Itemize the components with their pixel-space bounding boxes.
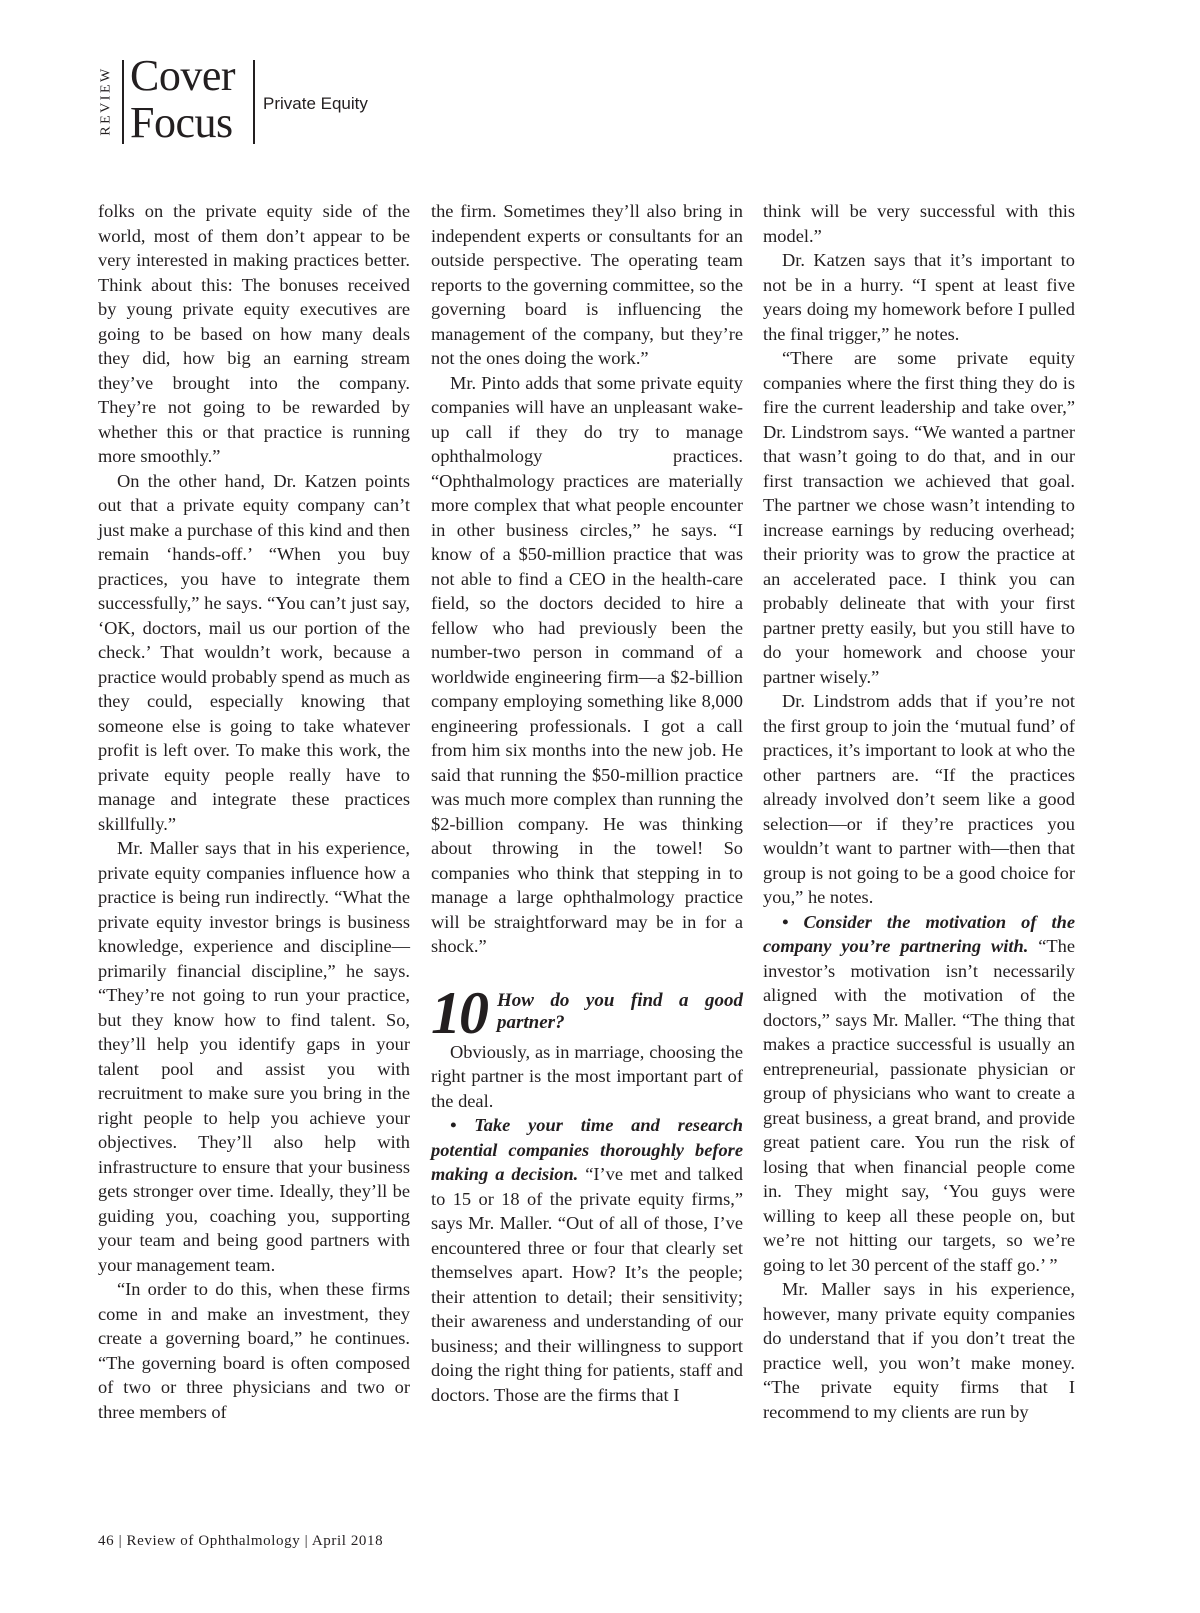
paragraph: think will be very successful with this model.” bbox=[763, 201, 1075, 246]
paragraph: Dr. Katzen says that it’s important to not be in a hurry. “I spent at least five years doing my homework before I pulled the final trigger,” he notes. bbox=[763, 250, 1075, 344]
page-footer bbox=[98, 1533, 383, 1550]
footer-separator: | bbox=[118, 1533, 123, 1549]
publication-name: Review of Ophthalmology bbox=[126, 1533, 301, 1549]
bullet-text: “I’ve met and talked to 15 or 18 of the private equity firms,” says Mr. Maller. “Out of all of those, I’ve encountered three or four that clearly set themselves apart. How? It’s the people; their attention to detail; their sensitivity; their awareness and understanding of our business; and their willingness to support doing the right thing for patients, staff and doctors. Those are the firms that I bbox=[431, 1164, 743, 1405]
bullet-heading: • Take your time and research potential companies thoroughly before making a decision. bbox=[431, 1115, 743, 1184]
issue-date: April 2018 bbox=[311, 1533, 384, 1549]
paragraph: Dr. Lindstrom adds that if you’re not the first group to join the ‘mutual fund’ of practices, it’s important to look at who the other partners are. “If the practices already involved don’t seem like a good selection—or if they’re practices you wouldn’t want to partner with—then that group is not going to be a good choice for you,” he notes. bbox=[763, 691, 1075, 907]
review-vertical-label bbox=[98, 58, 116, 144]
bullet-paragraph bbox=[763, 910, 1075, 1278]
question-number: 10 bbox=[431, 979, 487, 1046]
article-column-3 bbox=[763, 199, 1075, 1489]
bullet-text: “The investor’s motivation isn’t necessarily aligned with the motivation of the doctors,” says Mr. Maller. “The thing that makes a practice successful is usually an entrepreneurial, passionate physician or group of physicians who want to create a great business, a great brand, and provide great patient care. You run the risk of losing that when financial people come in. They might say, ‘You guys were willing to keep all these people on, but we’re not hitting our targets, so we’re going to let 30 percent of the staff go.’ ” bbox=[763, 936, 1075, 1275]
paragraph: “In order to do this, when these firms come in and make an investment, they create a governing board,” he continues. “The governing board is often composed of two or three physicians and two or three members of bbox=[98, 1279, 410, 1422]
section-title-line2: Focus bbox=[130, 98, 233, 147]
paragraph: Mr. Maller says that in his experience, private equity companies influence how a practice is being run indirectly. “What the private equity investor brings is business knowledge, experience and discipline—primarily financial discipline,” he says. “They’re not going to run your practice, but they know how to find talent. So, they’ll help you identify gaps in your talent pool and assist you with recruitment to make sure you bring in the right people to help you achieve your objectives. They’ll also help with infrastructure to ensure that your business gets stronger over time. Ideally, they’ll be guiding you, coaching you, supporting your team and being good partners with your management team. bbox=[98, 838, 410, 1275]
section-title bbox=[130, 52, 235, 146]
paragraph: Mr. Pinto adds that some private equity companies will have an unpleasant wake-up call if they do try to manage ophthalmology practices. “Ophthalmology practices are materially more complex that what people encounter in other business circles,” he says. “I know of a $50-million practice that was not able to find a CEO in the health-care field, so the doctors decided to hire a fellow who had previously been the number-two person in command of a worldwide engineering firm—a $2-billion company employing something like 8,000 engineering professionals. I got a call from him six months into the new job. He said that running the $50-million practice was much more complex than running the $2-billion company. He was thinking about throwing in the towel! So companies who think that stepping in to manage a large ophthalmology practice will be straightforward may be in for a shock.” bbox=[431, 372, 743, 956]
bullet-paragraph bbox=[431, 1113, 743, 1407]
bullet-heading: • Consider the motivation of the company you’re partnering with. bbox=[763, 911, 1075, 956]
page-number: 46 bbox=[98, 1533, 115, 1549]
paragraph: the firm. Sometimes they’ll also bring in independent experts or consultants for an outside perspective. The operating team reports to the governing committee, so the governing board is influencing the management of the company, but they’re not the ones doing the work.” bbox=[431, 201, 743, 368]
header-divider-right bbox=[253, 60, 255, 144]
footer-separator: | bbox=[304, 1533, 309, 1549]
review-label: REVIEW bbox=[99, 66, 114, 136]
question-heading bbox=[431, 979, 743, 1046]
paragraph: folks on the private equity side of the world, most of them don’t appear to be very interested in making practices better. Think about this: The bonuses received by young private equity executives are going to be based on how many deals they did, how big an earning stream they’ve brought into the company. They’re not going to be rewarded by whether this or that practice is running more smoothly.” bbox=[98, 201, 410, 466]
paragraph: On the other hand, Dr. Katzen points out that a private equity company can’t just make a purchase of this kind and then remain ‘hands-off.’ “When you buy practices, you have to integrate them successfully,” he says. “You can’t just say, ‘OK, doctors, mail us our portion of the check.’ That wouldn’t work, because a practice would probably spend as much as they could, especially knowing that someone else is going to take whatever profit is left over. To make this work, the private equity people really have to manage and integrate these practices skillfully.” bbox=[98, 470, 410, 834]
paragraph: Obviously, as in marriage, choosing the right partner is the most important part of the deal. bbox=[431, 1041, 743, 1111]
paragraph: Mr. Maller says in his experience, however, many private equity companies do understand that if you don’t treat the practice well, you won’t make money. “The private equity firms that I recommend to my clients are run by bbox=[763, 1279, 1075, 1422]
section-tag: Private Equity bbox=[263, 94, 368, 113]
section-title-line1: Cover bbox=[130, 51, 236, 100]
article-column-2 bbox=[431, 199, 743, 1489]
header-divider-left bbox=[122, 60, 124, 144]
question-text: How do you find a good partner? bbox=[497, 989, 743, 1033]
article-column-1 bbox=[98, 199, 410, 1489]
paragraph: “There are some private equity companies where the first thing they do is fire the current leadership and take over,” Dr. Lindstrom says. “We wanted a partner that wasn’t going to do that, and in our first transaction we achieved that goal. The partner we chose wasn’t intending to increase earnings by reducing overhead; their priority was to grow the practice at an accelerated pace. I think you can probably delineate that with your first partner pretty easily, but you still have to do your homework and choose your partner wisely.” bbox=[763, 348, 1075, 687]
